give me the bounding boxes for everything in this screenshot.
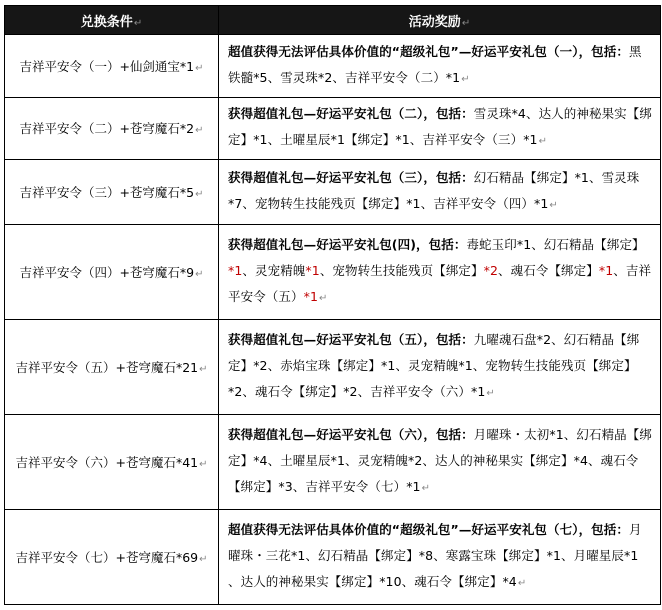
reward-cell: 超值获得无法评估具体价值的“超级礼包”—好运平安礼包（一），包括：黑铁髓*5、雪灵珠*2、吉祥平安令（二）*1↵ [219,35,661,98]
reward-cell: 获得超值礼包—好运平安礼包（六），包括：月曜珠・太初*1、幻石精晶【绑定】*4、土曜星辰*1、灵宠精魄*2、达人的神秘果实【绑定】*4、魂石令【绑定】*3、吉祥平安令（七）*1↵ [219,414,661,509]
condition-cell: 吉祥平安令（七）+苍穹魔石*69↵ [5,509,219,604]
paragraph-mark-icon: ↵ [461,73,470,85]
paragraph-mark-icon: ↵ [199,458,208,470]
condition-cell: 吉祥平安令（二）+苍穹魔石*2↵ [5,97,219,160]
paragraph-mark-icon: ↵ [199,553,208,565]
table-row [5,414,661,509]
condition-cell: 吉祥平安令（三）+苍穹魔石*5↵ [5,160,219,225]
paragraph-mark-icon: ↵ [549,200,558,212]
table-row [5,35,661,98]
table-header-row [5,6,661,35]
reward-cell: 超值获得无法评估具体价值的“超级礼包”—好运平安礼包（七），包括：月曜珠・三花*1、幻石精晶【绑定】*8、寒露宝珠【绑定】*1、月曜星辰*1 、达人的神秘果实【绑定】*10、魂石令【绑定】*4↵ [219,509,661,604]
table-row [5,97,661,160]
table-row [5,160,661,225]
table-row [5,319,661,414]
condition-cell: 吉祥平安令（六）+苍穹魔石*41↵ [5,414,219,509]
paragraph-mark-icon: ↵ [195,125,204,137]
header-reward: 活动奖励↵ [219,6,661,35]
reward-cell: 获得超值礼包—好运平安礼包(四)，包括：毒蛇玉印*1、幻石精晶【绑定】*1、灵宠精魄*1、宠物转生技能残页【绑定】*2、魂石令【绑定】*1、吉祥平安令（五）*1↵ [219,224,661,319]
condition-cell: 吉祥平安令（一）+仙剑通宝*1↵ [5,35,219,98]
paragraph-mark-icon: ↵ [199,363,208,375]
reward-cell: 获得超值礼包—好运平安礼包（三），包括：幻石精晶【绑定】*1、雪灵珠*7、宠物转生技能残页【绑定】*1、吉祥平安令（四）*1↵ [219,160,661,225]
reward-body-segments: 毒蛇玉印*1、幻石精晶【绑定】*1、灵宠精魄*1、宠物转生技能残页【绑定】*2、魂石令【绑定】*1、吉祥平安令（五）*1 [228,236,652,304]
paragraph-mark-icon: ↵ [133,17,143,29]
paragraph-mark-icon: ↵ [486,387,495,399]
paragraph-mark-icon: ↵ [517,577,527,589]
paragraph-mark-icon: ↵ [461,17,471,29]
paragraph-mark-icon: ↵ [538,136,548,148]
reward-table [4,5,661,605]
condition-cell: 吉祥平安令（四）+苍穹魔石*9↵ [5,224,219,319]
paragraph-mark-icon: ↵ [195,268,204,280]
paragraph-mark-icon: ↵ [421,482,431,494]
paragraph-mark-icon: ↵ [195,189,204,201]
reward-cell: 获得超值礼包—好运平安礼包（二），包括：雪灵珠*4、达人的神秘果实【绑定】*1、土曜星辰*1【绑定】*1、吉祥平安令（三）*1↵ [219,97,661,160]
header-condition: 兑换条件↵ [5,6,219,35]
paragraph-mark-icon: ↵ [195,62,204,74]
reward-cell: 获得超值礼包—好运平安礼包（五），包括：九曜魂石盘*2、幻石精晶【绑定】*2、赤焰宝珠【绑定】*1、灵宠精魄*1、宠物转生技能残页【绑定】*2、魂石令【绑定】*2、吉祥平安令（六）*1↵ [219,319,661,414]
table-row [5,509,661,604]
paragraph-mark-icon: ↵ [319,292,328,304]
condition-cell: 吉祥平安令（五）+苍穹魔石*21↵ [5,319,219,414]
table-row [5,224,661,319]
